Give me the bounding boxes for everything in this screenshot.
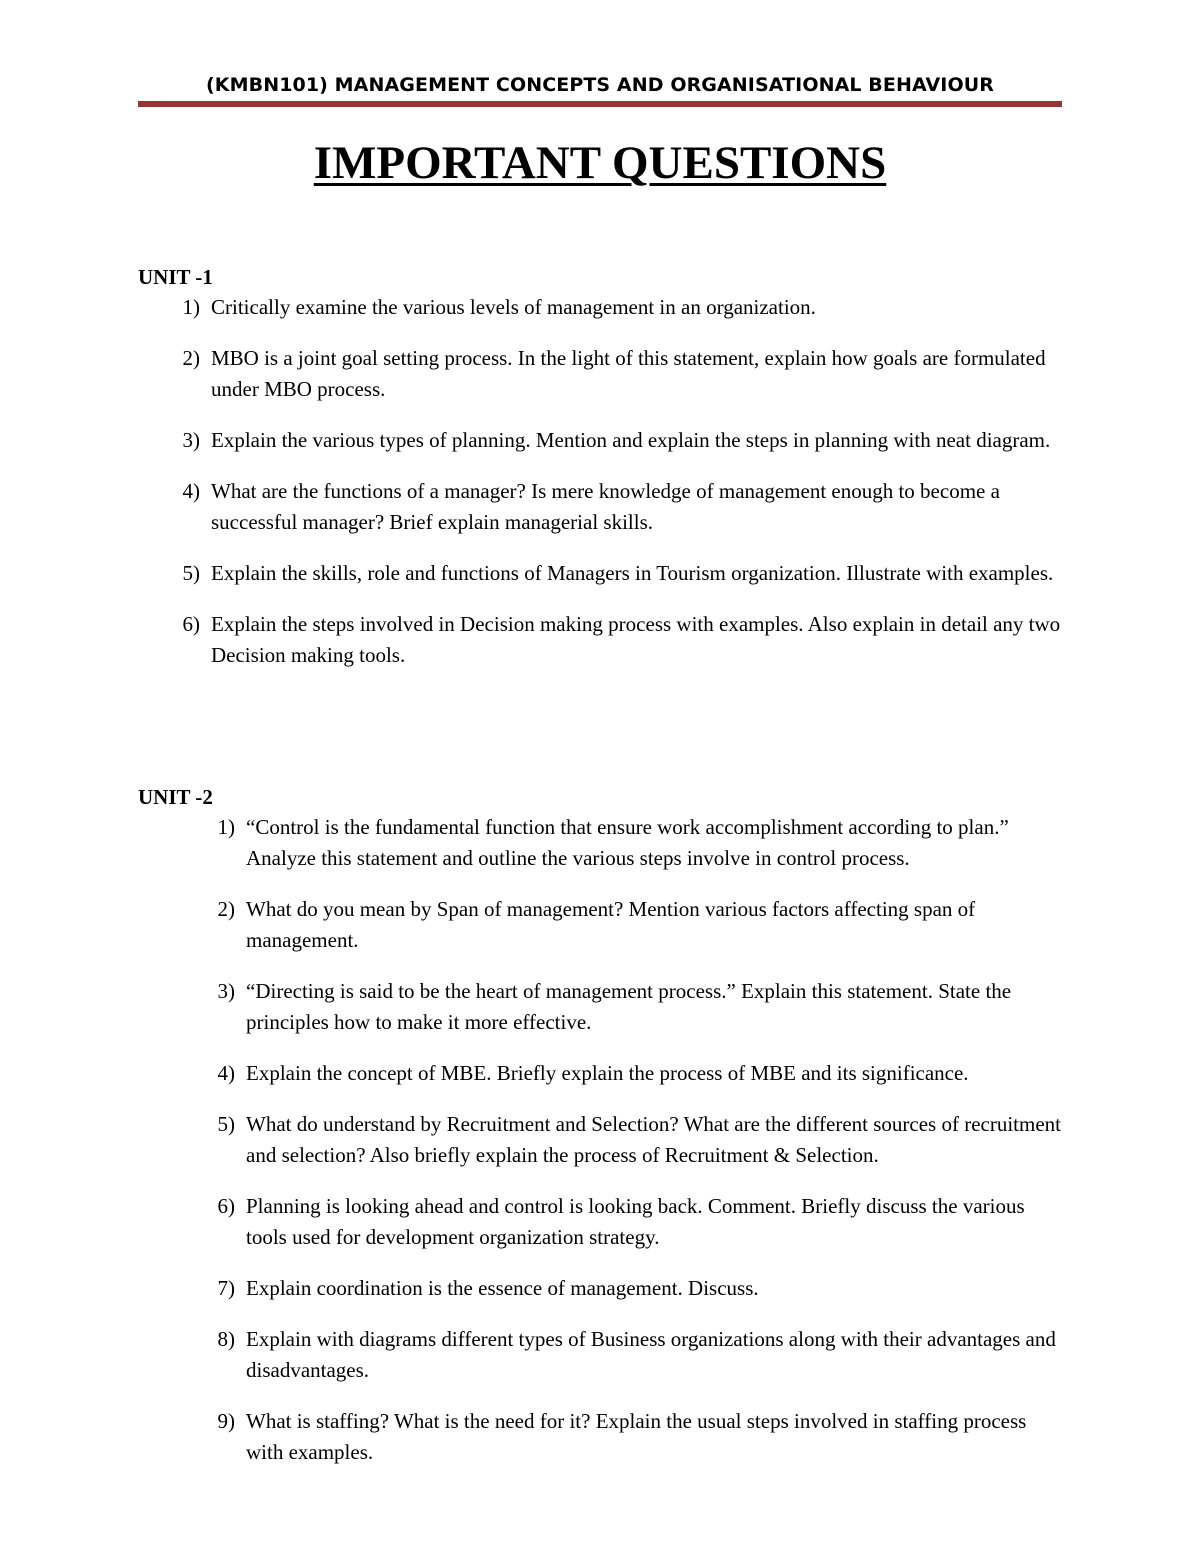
- question-number: 3): [182, 428, 200, 452]
- question-text: What do understand by Recruitment and Selection? What are the different sources of recruitment and selection? Also briefly explain the process of Recruitment & Selection.: [246, 1112, 1062, 1167]
- unit-1-question-6: [138, 609, 1071, 671]
- unit-1-question-2: [138, 343, 1071, 405]
- question-number: 5): [182, 561, 200, 585]
- course-header: (KMBN101) MANAGEMENT CONCEPTS AND ORGANISATIONAL BEHAVIOUR: [206, 74, 994, 96]
- unit-2-question-4: [138, 1058, 1066, 1089]
- question-text: What do you mean by Span of management? Mention various factors affecting span of management.: [246, 897, 976, 952]
- question-text: “Control is the fundamental function that ensure work accomplishment according to plan.” Analyze this statement and outline the various steps involve in control process.: [246, 815, 1009, 870]
- question-number: 6): [217, 1194, 235, 1218]
- page-title: IMPORTANT QUESTIONS: [313, 137, 887, 189]
- unit-2-question-8: [138, 1324, 1066, 1386]
- unit-1-question-4: [138, 476, 1071, 538]
- question-number: 9): [217, 1409, 235, 1433]
- question-number: 7): [217, 1276, 235, 1300]
- question-number: 4): [182, 479, 200, 503]
- header-rule: [138, 101, 1062, 107]
- unit-1-heading: UNIT -1: [138, 265, 213, 289]
- unit-2-section: [138, 784, 1066, 1468]
- question-number: 3): [217, 979, 235, 1003]
- question-text: What is staffing? What is the need for it? Explain the usual steps involved in staffing process with examples.: [246, 1409, 1027, 1464]
- question-number: 4): [217, 1061, 235, 1085]
- question-text: MBO is a joint goal setting process. In the light of this statement, explain how goals are formulated under MBO process.: [211, 346, 1046, 401]
- unit-2-question-5: [138, 1109, 1066, 1171]
- question-text: What are the functions of a manager? Is mere knowledge of management enough to become a successful manager? Brief explain managerial skills.: [211, 479, 1000, 534]
- question-text: Explain the various types of planning. Mention and explain the steps in planning with neat diagram.: [211, 428, 1051, 452]
- question-text: Explain coordination is the essence of management. Discuss.: [246, 1276, 759, 1300]
- question-text: Explain the steps involved in Decision making process with examples. Also explain in detail any two Decision making tools.: [211, 612, 1061, 667]
- question-number: 1): [217, 815, 235, 839]
- unit-2-question-2: [138, 894, 1066, 956]
- question-number: 2): [217, 897, 235, 921]
- unit-1-question-1: [138, 292, 1071, 323]
- question-number: 5): [217, 1112, 235, 1136]
- unit-2-question-1: [138, 812, 1066, 874]
- question-text: Explain the skills, role and functions of Managers in Tourism organization. Illustrate with examples.: [211, 561, 1054, 585]
- question-text: Planning is looking ahead and control is looking back. Comment. Briefly discuss the various tools used for development organization strategy.: [246, 1194, 1025, 1249]
- question-number: 1): [182, 295, 200, 319]
- unit-2-question-7: [138, 1273, 1066, 1304]
- unit-2-question-6: [138, 1191, 1066, 1253]
- unit-2-heading: UNIT -2: [138, 785, 213, 809]
- question-number: 8): [217, 1327, 235, 1351]
- question-text: Explain the concept of MBE. Briefly explain the process of MBE and its significance.: [246, 1061, 969, 1085]
- question-number: 2): [182, 346, 200, 370]
- question-text: “Directing is said to be the heart of management process.” Explain this statement. State the principles how to make it more effective.: [246, 979, 1012, 1034]
- unit-1-question-5: [138, 558, 1071, 589]
- question-number: 6): [182, 612, 200, 636]
- unit-1-section: [138, 264, 1071, 671]
- question-text: Explain with diagrams different types of Business organizations along with their advantages and disadvantages.: [246, 1327, 1056, 1382]
- unit-2-question-9: [138, 1406, 1066, 1468]
- unit-1-question-3: [138, 425, 1071, 456]
- question-text: Critically examine the various levels of management in an organization.: [211, 295, 816, 319]
- unit-2-question-3: [138, 976, 1066, 1038]
